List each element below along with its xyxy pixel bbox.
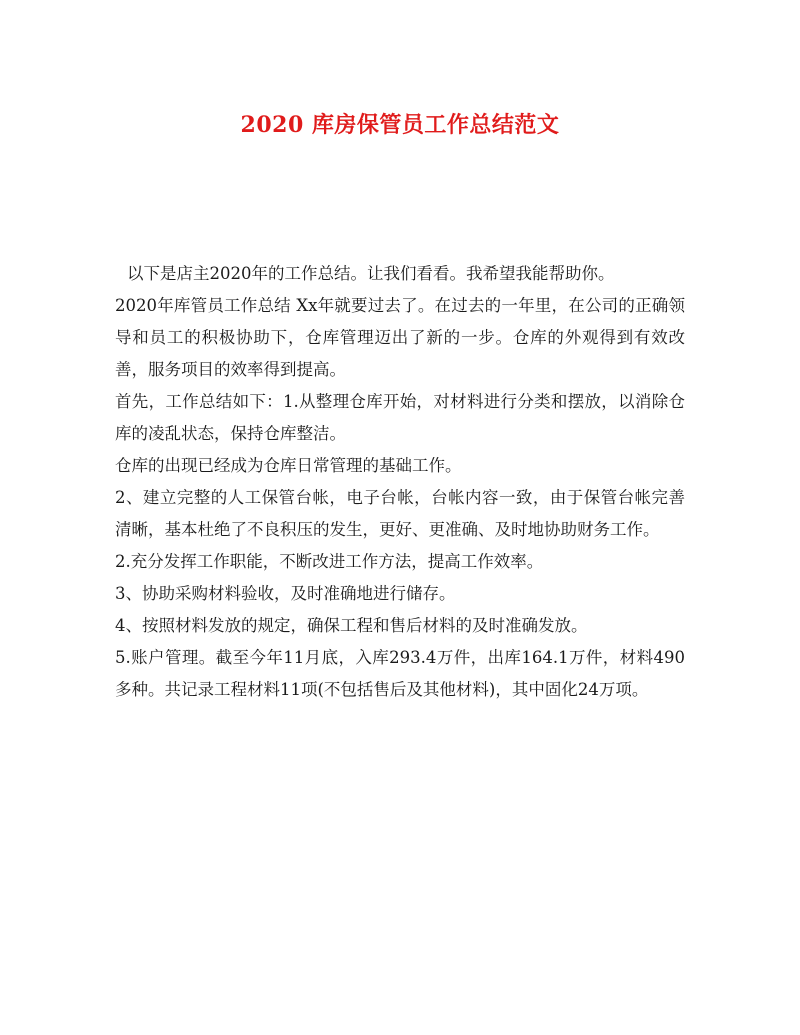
paragraph-item-3: 3、协助采购材料验收，及时准确地进行储存。 bbox=[115, 584, 456, 603]
paragraph-summary: 2020年库管员工作总结 Xx年就要过去了。在过去的一年里，在公司的正确领导和员工的积极协助下，仓库管理迈出了新的一步。仓库的外观得到有效改善，服务项目的效率得到提高。 bbox=[115, 296, 685, 379]
paragraph-foundation: 仓库的出现已经成为仓库日常管理的基础工作。 bbox=[115, 456, 462, 475]
paragraph-item-1: 首先，工作总结如下：1.从整理仓库开始，对材料进行分类和摆放，以消除仓库的凌乱状态，保持仓库整洁。 bbox=[115, 392, 685, 443]
paragraph-item-2b: 2.充分发挥工作职能，不断改进工作方法，提高工作效率。 bbox=[115, 552, 544, 571]
paragraph-item-2: 2、建立完整的人工保管台帐，电子台帐，台帐内容一致，由于保管台帐完善清晰，基本杜绝了不良积压的发生，更好、更准确、及时地协助财务工作。 bbox=[115, 488, 685, 539]
paragraph-intro: 以下是店主2020年的工作总结。让我们看看。我希望我能帮助你。 bbox=[127, 264, 615, 283]
paragraph-item-4: 4、按照材料发放的规定，确保工程和售后材料的及时准确发放。 bbox=[115, 616, 588, 635]
document-body bbox=[115, 258, 685, 706]
document-title: 2020 库房保管员工作总结范文 bbox=[240, 112, 560, 138]
paragraph-item-5: 5.账户管理。截至今年11月底，入库293.4万件，出库164.1万件，材料490多种。共记录工程材料11项(不包括售后及其他材料)，其中固化24万项。 bbox=[115, 648, 685, 699]
